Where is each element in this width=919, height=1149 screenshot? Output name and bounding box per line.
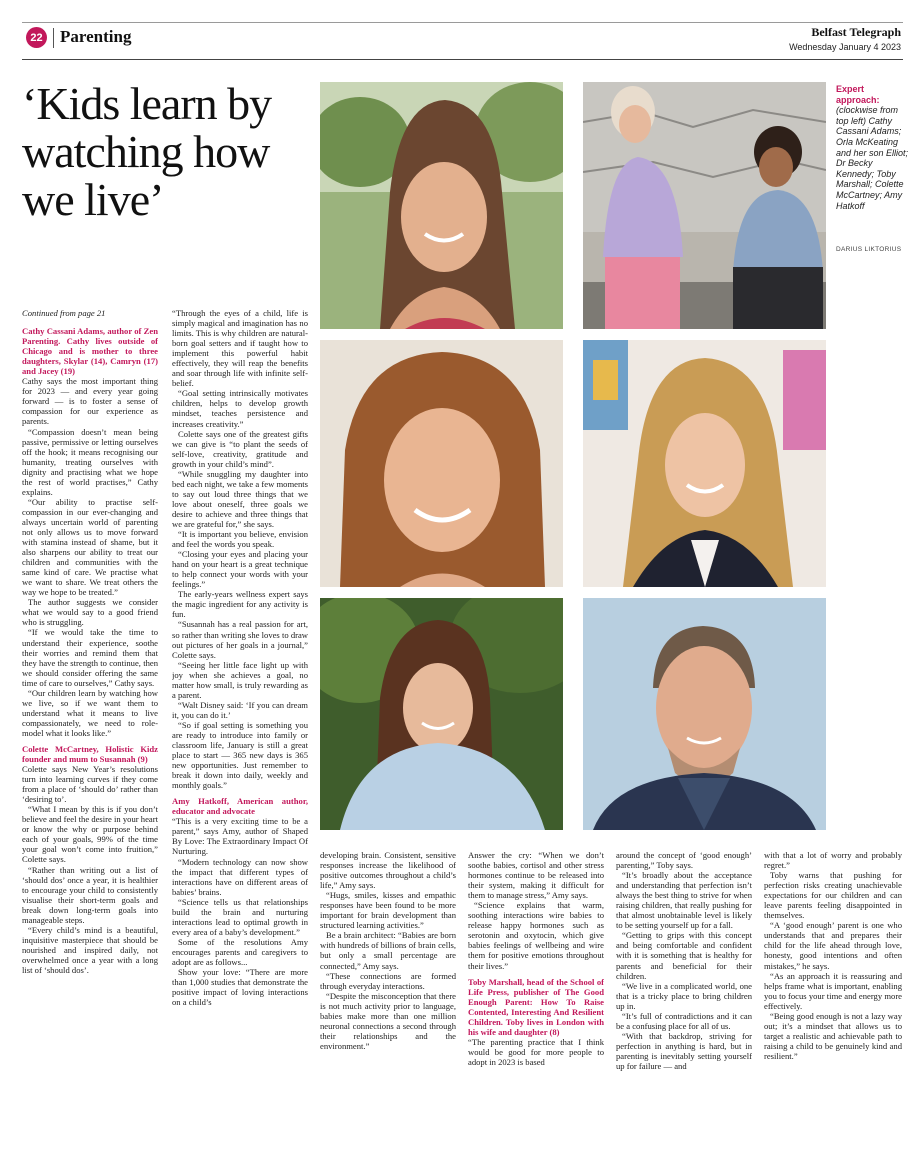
article-column-3 [320,850,456,1130]
paragraph: “The parenting practice that I think would be good for more people to adopt in 2023 is based [468,1036,604,1067]
paragraph: developing brain. Consistent, sensitive responses increase the likelihood of positive outcomes throughout a child’s life,” Amy says. [320,850,456,891]
paragraph: “With that backdrop, striving for perfection in anything is hard, but in parenting is inevitably setting yourself up for failure — and [616,1030,752,1071]
paragraph: “These connections are formed through everyday interactions. [320,970,456,991]
paragraph: “If we would take the time to understand their experience, soothe their worries and remind them that they have the strength to continue, then we should consider offering the same time of care to ourselves,” Cathy says. [22,627,158,688]
section-title: Parenting [60,27,132,46]
paragraph: “Closing your eyes and placing your hand on your heart is a great technique to help connect your words with your feelings.” [172,549,308,590]
paragraph: “Despite the misconception that there is not much activity prior to language, babies make more than one million neuronal connections a second through their relationships and the environment.” [320,990,456,1051]
paragraph: “While snuggling my daughter into bed each night, we take a few moments to say out loud three things that we love about oneself, three goals we desire to achieve and three things that we are grateful for,” she says. [172,468,308,529]
paragraph: Cathy says the most important thing for 2023 — and every year going forward — is to foster a sense of compassion for our experience as parents. [22,376,158,427]
bio-colette: Colette McCartney, Holistic Kidz founder and mum to Susannah (9) [22,743,158,765]
article-column-5 [616,850,752,1130]
article-column-4 [468,850,604,1130]
photo-dr-becky-kennedy [583,340,826,587]
bio-amy: Amy Hatkoff, American author, educator and advocate [172,796,308,817]
paragraph: around the concept of ‘good enough’ parenting,” Toby says. [616,850,752,871]
paragraph: “What I mean by this is if you don’t believe and feel the desire in your heart or know the why or purpose behind each of your goals, 99% of the time your goal won’t come into fruition,” Colette says. [22,804,158,865]
paragraph: “Walt Disney said: ‘If you can dream it, you can do it.’ [172,699,308,720]
paragraph: Colette says one of the greatest gifts we can give is “to plant the seeds of self-love, creativity, gratitude and growth in your child’s mind”. [172,428,308,469]
paragraph: The early-years wellness expert says the magic ingredient for any activity is fun. [172,589,308,620]
photo-caption [836,84,910,211]
article-column-6 [764,850,902,1130]
paragraph: “Our ability to practise self-compassion in our ever-changing and always uncertain world of parenting not only allows us to move forward with stamina instead of shame, but it also sharpens our ability to treat our children and communities with the same kind of care. We practise what we want to share. We treat others the way we hope to be treated.” [22,496,158,598]
paragraph: “We live in a complicated world, one that is a tricky place to bring children up in. [616,980,752,1011]
bio-toby: Toby Marshall, head of the School of Life Press, publisher of The Good Enough Parent: How To Raise Contented, Interesting And Resilient Children. Toby lives in London with his wife and daughter (8) [468,976,604,1037]
paragraph: “Hugs, smiles, kisses and empathic responses have been found to be more important for brain development than structured learning activities.” [320,890,456,931]
paragraph: “Our children learn by watching how we live, so if we want them to understand what it means to live compassionately, we need to role-model what it looks like.” [22,687,158,738]
paragraph: “Rather than writing out a list of ‘should dos’ once a year, it is healthier to encourage your child to consistently visualise their short-term goals and break down long-term goals into manageable steps. [22,864,158,925]
caption-label: Expert approach: [836,84,880,105]
paragraph: The author suggests we consider what we would say to a good friend who is struggling. [22,597,158,628]
paragraph: Toby warns that pushing for perfection risks creating unachievable expectations for our children and can leave parents feeling disappointed in themselves. [764,870,902,921]
article-column-1 [22,308,158,1130]
article-column-2 [172,308,308,1130]
paragraph: “Through the eyes of a child, life is simply magical and imagination has no limits. This is why children are natural-born goal setters and if taught how to implement this powerful habit effectively, they will reap the benefits and soar through life with infinite self-belief. [172,308,308,389]
paragraph: “It’s broadly about the acceptance and understanding that perfection isn’t always the best thing to strive for when raising children, that really pushing for that almost unobtainable level is likely to be setting yourself up for a fall. [616,870,752,931]
paragraph: Colette says New Year’s resolutions turn into learning curves if they come from a place of ‘should do’ rather than ‘desiring to’. [22,764,158,805]
header-top-rule [22,22,903,23]
paragraph: “Seeing her little face light up with joy when she achieves a goal, no matter how small, is truly rewarding as a parent. [172,659,308,700]
page-number-badge: 22 [26,27,47,48]
paragraph: “Every child’s mind is a beautiful, inquisitive masterpiece that should be nourished and inspired daily, not overwhelmed once a year with a long list of ‘should dos’. [22,924,158,975]
paragraph: “Modern technology can now show the impact that different types of interactions have on different areas of babies’ brains. [172,856,308,897]
continued-note: Continued from page 21 [22,308,106,318]
paragraph: “This is a very exciting time to be a parent,” says Amy, author of Shaped By Love: The Extraordinary Impact Of Nurturing. [172,816,308,857]
paragraph: “Compassion doesn’t mean being passive, permissive or letting ourselves off the hook; it means recognising our humanity, treating ourselves with dignity and practising what we hope the rest of world practises,” Cathy explains. [22,426,158,497]
paragraph: “It’s full of contradictions and it can be a confusing place for all of us. [616,1010,752,1031]
masthead [789,25,901,52]
header-rule [22,59,903,60]
paragraph: with that a lot of worry and probably regret.” [764,850,902,871]
photo-orla-mckeating-and-son [583,82,826,329]
photo-amy-hatkoff [320,598,563,830]
paragraph: Some of the resolutions Amy encourages parents and caregivers to adopt are as follows... [172,936,308,967]
paragraph: “Susannah has a real passion for art, so rather than writing she loves to draw out pictures of her goals in a journal,” Colette says. [172,619,308,660]
photo-cathy-cassani-adams [320,82,563,329]
masthead-name: Belfast Telegraph [811,25,901,39]
paragraph: “Being good enough is not a lazy way out; it’s a mindset that allows us to target a realistic and achievable path to raising a child to be genuinely kind and resilient.” [764,1010,902,1061]
paragraph: “It is important you believe, envision and feel the words you speak. [172,529,308,550]
paragraph: “As an approach it is reassuring and helps frame what is important, enabling you to focus your time and energy more effectively. [764,970,902,1011]
header-divider [53,28,54,48]
bio-cathy: Cathy Cassani Adams, author of Zen Parenting. Cathy lives outside of Chicago and is mother to three daughters, Skylar (14), Camryn (17) and Jacey (19) [22,326,158,377]
paragraph: “So if goal setting is something you are ready to introduce into family or classroom life, January is still a great place to start — 365 new days is 365 new opportunities. Just remember to break it down into daily, weekly and monthly goals.” [172,719,308,791]
issue-date: Wednesday January 4 2023 [789,42,901,52]
paragraph: “A ‘good enough’ parent is one who understands that and prepares their child for the life ahead through love, honesty, good intentions and often mistakes,” he says. [764,920,902,971]
paragraph: “Getting to grips with this concept and being comfortable and confident with it is something that is healthy for parents and beneficial for their children. [616,930,752,981]
paragraph: Show your love: “There are more than 1,000 studies that demonstrate the positive impact of loving interactions on a child’s [172,967,308,1008]
paragraph: “Goal setting intrinsically motivates children, helps to develop growth mindset, teaches persistence and increases creativity.” [172,388,308,429]
paragraph: Answer the cry: “When we don’t soothe babies, cortisol and other stress hormones continue to be released into their system, making it difficult for them to manage stress,” Amy says. [468,850,604,901]
paragraph: “Science explains that warm, soothing interactions wire babies to release happy hormones such as serotonin and oxytocin, which give babies feelings of wellbeing and wire them for positive emotions throughout their lives.” [468,900,604,971]
photo-colette-mccartney [320,340,563,587]
photo-credit: DARIUS LIKTORIUS [836,246,902,253]
headline: ‘Kids learn by watching how we live’ [22,78,272,225]
caption-text: (clockwise from top left) Cathy Cassani Adams; Orla McKeating and her son Elliot; Dr Becky Kennedy; Toby Marshall; Colette McCartney; Amy Hatkoff [836,105,909,211]
paragraph: Be a brain architect: “Babies are born with hundreds of billions of brain cells, but only a small percentage are connected,” Amy says. [320,930,456,971]
paragraph: “Science tells us that relationships build the brain and nurturing interactions lead to optimal growth in every area of a baby’s development.” [172,896,308,937]
photo-toby-marshall [583,598,826,830]
